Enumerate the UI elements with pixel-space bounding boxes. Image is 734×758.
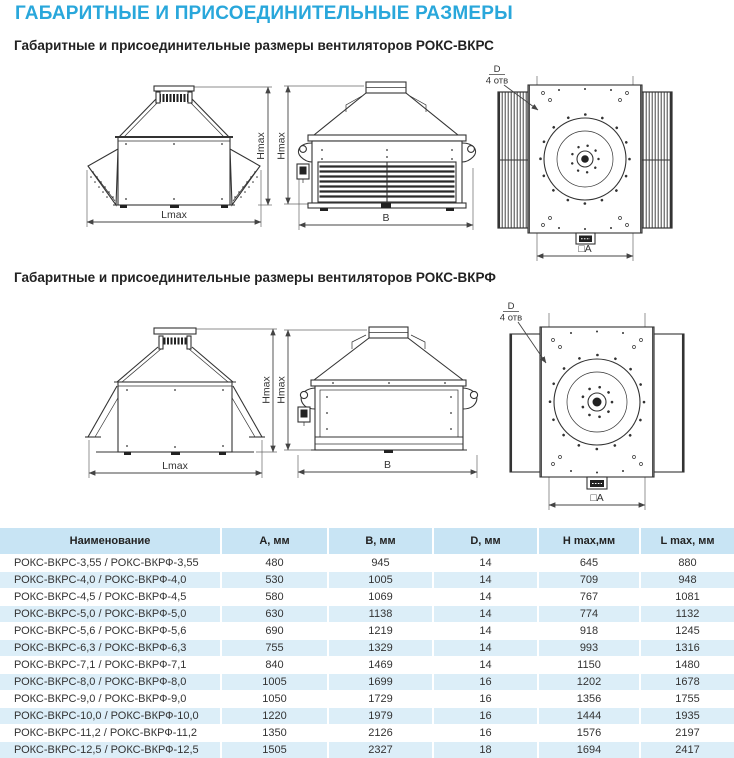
dimension-value-cell: 1350: [221, 725, 328, 742]
model-name-cell: РОКС-ВКРС-5,6 / РОКС-ВКРФ-5,6: [0, 623, 221, 640]
model-name-cell: РОКС-ВКРС-6,3 / РОКС-ВКРФ-6,3: [0, 640, 221, 657]
dim-label-a-square: □A: [578, 243, 592, 255]
drawing-top-view-vkrf: [500, 301, 684, 510]
dim-label-four-holes: 4 отв: [499, 312, 523, 324]
dimension-value-cell: 1050: [221, 691, 328, 708]
table-row: [0, 742, 734, 758]
column-header-d: D, мм: [433, 528, 538, 555]
table-row: [0, 674, 734, 691]
dim-label-hmax: Hmax: [255, 132, 267, 160]
table-row: [0, 691, 734, 708]
dimension-value-cell: 1005: [328, 572, 433, 589]
dimension-value-cell: 1729: [328, 691, 433, 708]
dimension-value-cell: 14: [433, 657, 538, 674]
model-name-cell: РОКС-ВКРС-7,1 / РОКС-ВКРФ-7,1: [0, 657, 221, 674]
model-name-cell: РОКС-ВКРС-11,2 / РОКС-ВКРФ-11,2: [0, 725, 221, 742]
model-name-cell: РОКС-ВКРС-9,0 / РОКС-ВКРФ-9,0: [0, 691, 221, 708]
table-row: [0, 555, 734, 572]
dimension-value-cell: 14: [433, 623, 538, 640]
dimension-value-cell: 2417: [640, 742, 734, 758]
column-header-lmax: L max, мм: [640, 528, 734, 555]
dimension-value-cell: 767: [538, 589, 640, 606]
model-name-cell: РОКС-ВКРС-8,0 / РОКС-ВКРФ-8,0: [0, 674, 221, 691]
dimension-value-cell: 1150: [538, 657, 640, 674]
table-header-row: [0, 528, 734, 555]
dimension-value-cell: 774: [538, 606, 640, 623]
table-row: [0, 606, 734, 623]
dim-label-lmax: Lmax: [161, 209, 187, 221]
dimension-value-cell: 1220: [221, 708, 328, 725]
dimension-value-cell: 1132: [640, 606, 734, 623]
dimension-value-cell: 480: [221, 555, 328, 572]
model-name-cell: РОКС-ВКРС-12,5 / РОКС-ВКРФ-12,5: [0, 742, 221, 758]
model-name-cell: РОКС-ВКРС-4,5 / РОКС-ВКРФ-4,5: [0, 589, 221, 606]
drawing-front-view-vkrf: [85, 328, 277, 478]
model-name-cell: РОКС-ВКРС-5,0 / РОКС-ВКРФ-5,0: [0, 606, 221, 623]
model-name-cell: РОКС-ВКРС-3,55 / РОКС-ВКРФ-3,55: [0, 555, 221, 572]
column-header-a: А, мм: [221, 528, 328, 555]
dimension-value-cell: 16: [433, 674, 538, 691]
dimension-value-cell: 690: [221, 623, 328, 640]
model-name-cell: РОКС-ВКРС-10,0 / РОКС-ВКРФ-10,0: [0, 708, 221, 725]
dimension-value-cell: 530: [221, 572, 328, 589]
table-row: [0, 640, 734, 657]
page-title: ГАБАРИТНЫЕ И ПРИСОЕДИНИТЕЛЬНЫЕ РАЗМЕРЫ: [15, 3, 513, 24]
dimension-value-cell: 709: [538, 572, 640, 589]
dim-label-d: D: [507, 301, 515, 312]
dimension-value-cell: 1202: [538, 674, 640, 691]
dimension-value-cell: 1935: [640, 708, 734, 725]
column-header-hmax: Н max,мм: [538, 528, 640, 555]
dimension-value-cell: 1755: [640, 691, 734, 708]
dimension-value-cell: 1245: [640, 623, 734, 640]
dim-label-hmax: Hmax: [275, 132, 288, 160]
vkrf-drawings-figure: [0, 295, 734, 523]
dimension-value-cell: 1138: [328, 606, 433, 623]
column-header-b: В, мм: [328, 528, 433, 555]
dimension-value-cell: 993: [538, 640, 640, 657]
dimension-value-cell: 1069: [328, 589, 433, 606]
dimension-value-cell: 755: [221, 640, 328, 657]
dimension-value-cell: 1469: [328, 657, 433, 674]
dimension-value-cell: 1316: [640, 640, 734, 657]
vkrs-drawings-figure: [0, 60, 734, 264]
column-header-name: Наименование: [0, 528, 221, 555]
table-row: [0, 572, 734, 589]
dimension-value-cell: 1081: [640, 589, 734, 606]
dimension-value-cell: 1005: [221, 674, 328, 691]
dimension-value-cell: 16: [433, 708, 538, 725]
section-title-vkrs: Габаритные и присоединительные размеры вентиляторов РОКС-ВКРС: [14, 38, 494, 53]
dimension-value-cell: 1329: [328, 640, 433, 657]
drawing-side-view-vkrs: [276, 82, 476, 230]
dimension-value-cell: 1699: [328, 674, 433, 691]
dim-label-hmax: Hmax: [260, 376, 273, 404]
dimension-value-cell: 14: [433, 589, 538, 606]
dim-label-d: D: [493, 64, 501, 75]
dimension-value-cell: 945: [328, 555, 433, 572]
dim-label-four-holes: 4 отв: [485, 75, 509, 87]
dimension-value-cell: 1979: [328, 708, 433, 725]
dimension-value-cell: 1480: [640, 657, 734, 674]
dimension-value-cell: 948: [640, 572, 734, 589]
dimension-value-cell: 14: [433, 572, 538, 589]
dimension-value-cell: 1694: [538, 742, 640, 758]
dimensions-table: [0, 528, 734, 758]
drawing-front-view-vkrs: [87, 86, 272, 227]
dim-label-lmax: Lmax: [162, 460, 188, 472]
dim-label-a-square: □A: [590, 492, 604, 504]
drawing-side-view-vkrf: [276, 327, 478, 478]
dimension-value-cell: 2327: [328, 742, 433, 758]
dimension-value-cell: 840: [221, 657, 328, 674]
table-row: [0, 589, 734, 606]
dimension-value-cell: 2197: [640, 725, 734, 742]
dimension-value-cell: 16: [433, 725, 538, 742]
dimension-value-cell: 14: [433, 606, 538, 623]
dimension-value-cell: 880: [640, 555, 734, 572]
dimension-value-cell: 1576: [538, 725, 640, 742]
dimension-value-cell: 918: [538, 623, 640, 640]
dim-label-b: B: [382, 212, 390, 224]
dimension-value-cell: 2126: [328, 725, 433, 742]
dimension-value-cell: 1505: [221, 742, 328, 758]
dimension-value-cell: 1444: [538, 708, 640, 725]
dimension-value-cell: 1678: [640, 674, 734, 691]
table-row: [0, 623, 734, 640]
model-name-cell: РОКС-ВКРС-4,0 / РОКС-ВКРФ-4,0: [0, 572, 221, 589]
table-row: [0, 725, 734, 742]
dimension-value-cell: 18: [433, 742, 538, 758]
table-row: [0, 708, 734, 725]
dimension-value-cell: 14: [433, 640, 538, 657]
dimension-value-cell: 14: [433, 555, 538, 572]
dimension-value-cell: 16: [433, 691, 538, 708]
section-title-vkrf: Габаритные и присоединительные размеры вентиляторов РОКС-ВКРФ: [14, 270, 496, 285]
dimension-value-cell: 645: [538, 555, 640, 572]
dimension-value-cell: 1219: [328, 623, 433, 640]
table-row: [0, 657, 734, 674]
dimension-value-cell: 580: [221, 589, 328, 606]
dim-label-b: B: [383, 459, 392, 471]
dim-label-hmax: Hmax: [275, 376, 288, 404]
drawing-top-view-vkrs: [486, 64, 672, 261]
dimension-value-cell: 630: [221, 606, 328, 623]
dimension-value-cell: 1356: [538, 691, 640, 708]
